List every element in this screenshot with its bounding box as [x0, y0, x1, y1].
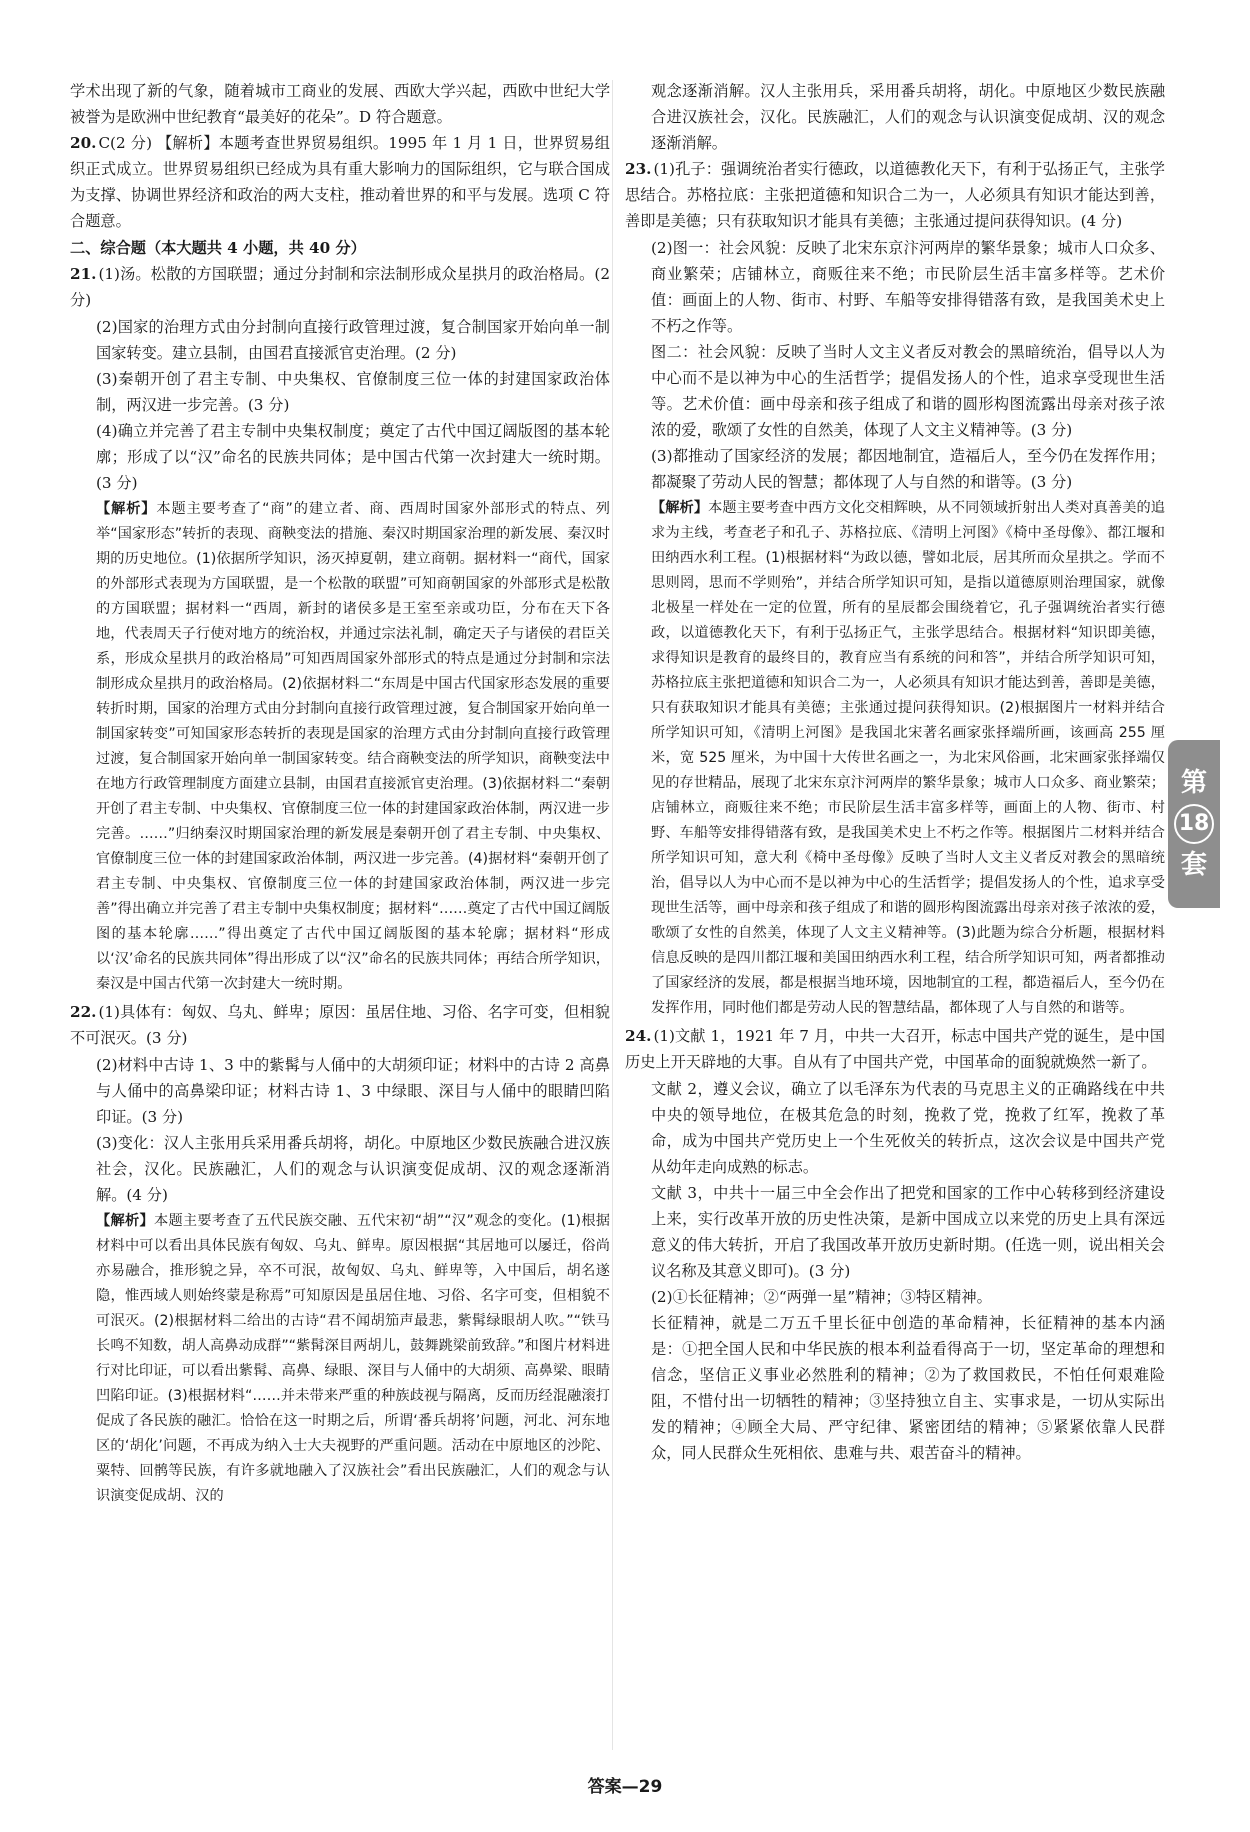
paragraph-continuation: 观念逐渐消解。汉人主张用兵，采用番兵胡将，胡化。中原地区少数民族融合进汉族社会，汉化。民族融汇，人们的观念与认识演变促成胡、汉的观念逐渐消解。: [651, 82, 1165, 152]
tab-char-top: 第: [1180, 768, 1207, 798]
question-21-part-1: (1)汤。松散的方国联盟；通过分封制和宗法制形成众星拱月的政治格局。(2 分): [70, 265, 610, 309]
set-number-tab: [1168, 740, 1220, 908]
paragraph-continuation: 学术出现了新的气象，随着城市工商业的发展、西欧大学兴起，西欧中世纪大学被誉为是欧洲中世纪教育“最美好的花朵”。D 符合题意。: [70, 82, 610, 126]
analysis-text: 本题主要考查中西方文化交相辉映，从不同领域折射出人类对真善美的追求为主线，考查老子和孔子、苏格拉底、《清明上河图》《椅中圣母像》、都江堰和田纳西水利工程。(1)根据材料“为政以德，譬如北辰，居其所而众星拱之。学而不思则罔，思而不学则殆”，并结合所学知识可知，是指以道德原则治理国家，就像北极星一样处在一定的位置，所有的星辰都会围绕着它，孔子强调统治者实行德政，以道德教化天下，有利于弘扬正气，主张学思结合。根据材料“知识即美德，求得知识是教育的最终目的，教育应当有系统的问和答”，并结合所学知识可知，苏格拉底主张把道德和知识合二为一，人必须具有知识才能达到善，善即是美德，只有获取知识才能具有美德；主张通过提问获得知识。(2)根据图片一材料并结合所学知识可知，《清明上河图》是我国北宋著名画家张择端所画，该画高 255 厘米，宽 525 厘米，为中国十大传世名画之一，为北宋风俗画，北宋画家张择端仅见的存世精品，展现了北宋东京汴河两岸的繁华景象；城市人口众多、商业繁荣；店铺林立，商贩往来不绝；市民阶层生活丰富多样等，画面上的人物、街市、村野、车船等安排得错落有致，是我国美术史上不朽之作等。根据图片二材料并结合所学知识可知，意大利《椅中圣母像》反映了当时人文主义者反对教会的黑暗统治，倡导以人为中心而不是以神为中心的生活哲学；提倡发扬人的个性，追求享受现世生活等，画中母亲和孩子组成了和谐的圆形构图流露出母亲对孩子浓浓的爱，歌颂了女性的自然美，体现了人文主义精神等。(3)此题为综合分析题，根据材料信息反映的是四川都江堰和美国田纳西水利工程，结合所学知识可知，两者都推动了国家经济的发展，都是根据当地环境，因地制宜的工程，都造福后人，至今仍在发挥作用，同时他们都是劳动人民的智慧结晶，都体现了人与自然的和谐等。: [651, 500, 1165, 1016]
question-number: 24.: [625, 1027, 652, 1045]
question-21-part-3: (3)秦朝开创了君主专制、中央集权、官僚制度三位一体的封建国家政治体制，两汉进一步完善。(3 分): [96, 370, 610, 414]
analysis-tag: 【解析】: [96, 501, 157, 517]
question-22: [70, 999, 610, 1051]
question-20: [70, 130, 610, 234]
question-24-part-2b: 长征精神，就是二万五千里长征中创造的革命精神，长征精神的基本内涵是：①把全国人民和中华民族的根本利益看得高于一切，坚定革命的理想和信念，坚信正义事业必然胜利的精神；②为了救国救民，不怕任何艰难险阻，不惜付出一切牺牲的精神；③坚持独立自主、实事求是，一切从实际出发的精神；④顾全大局、严守纪律、紧密团结的精神；⑤紧紧依靠人民群众，同人民群众生死相依、患难与共、艰苦奋斗的精神。: [651, 1314, 1165, 1462]
question-24-part-1c: 文献 3，中共十一届三中全会作出了把党和国家的工作中心转移到经济建设上来，实行改革开放的历史性决策，是新中国成立以来党的历史上具有深远意义的伟大转折，开启了我国改革开放历史新时期。(任选一则，说出相关会议名称及其意义即可)。(3 分): [651, 1184, 1165, 1280]
question-20-answer: C(2 分) 【解析】本题考查世界贸易组织。1995 年 1 月 1 日，世界贸易组织正式成立。世界贸易组织已经成为具有重大影响力的国际组织，它与联合国成为支撑、协调世界经济和政治的两大支柱，推动着世界的和平与发展。选项 C 符合题意。: [70, 134, 610, 230]
question-number: 22.: [70, 1003, 97, 1021]
question-24-part-2: (2)①长征精神；②“两弹一星”精神；③特区精神。: [651, 1288, 992, 1306]
analysis-tag: 【解析】: [96, 1213, 154, 1229]
tab-char-bottom: 套: [1180, 850, 1207, 880]
question-22-analysis: [70, 1209, 610, 1509]
page-number: 答案—29: [587, 1777, 663, 1797]
question-number: 21.: [70, 265, 97, 283]
analysis-tag: 【解析】: [651, 500, 709, 516]
analysis-text: 本题主要考查了五代民族交融、五代宋初“胡”“汉”观念的变化。(1)根据材料中可以看出具体民族有匈奴、乌丸、鲜卑。原因根据“其居地可以屡迁，俗尚亦易融合，推形貌之异，卒不可泯，故匈奴、乌丸、鲜卑等，入中国后，胡名遂隐，惟西域人则始终蒙是称焉”可知原因是虽居住地、习俗、名字可变，但相貌不可泯灭。(2)根据材料二给出的古诗“君不闻胡笳声最悲，紫髯绿眼胡人吹。”“铁马长鸣不知数，胡人高鼻动成群”“紫髯深目两胡儿，鼓舞跳梁前致辞。”和图片材料进行对比印证，可以看出紫髯、高鼻、绿眼、深目与人俑中的大胡须、高鼻梁、眼睛凹陷印证。(3)根据材料“……并未带来严重的种族歧视与隔离，反而历经混融滚打促成了各民族的融汇。恰恰在这一时期之后，所谓‘番兵胡将’问题，河北、河东地区的‘胡化’问题，不再成为纳入士大夫视野的严重问题。活动在中原地区的沙陀、粟特、回鹘等民族，有许多就地融入了汉族社会”看出民族融汇，人们的观念与认识演变促成胡、汉的: [96, 1213, 610, 1504]
question-number: 23.: [625, 160, 652, 178]
question-23: [625, 156, 1165, 234]
right-column: [625, 78, 1165, 1466]
question-22-part-1: (1)具体有：匈奴、乌丸、鲜卑；原因：虽居住地、习俗、名字可变，但相貌不可泯灭。(3 分): [70, 1003, 610, 1047]
question-23-part-1: (1)孔子：强调统治者实行德政，以道德教化天下，有利于弘扬正气，主张学思结合。苏格拉底：主张把道德和知识合二为一，人必须具有知识才能达到善，善即是美德；只有获取知识才能具有美德；主张通过提问获得知识。(4 分): [625, 160, 1165, 230]
question-23-part-3: (3)都推动了国家经济的发展；都因地制宜，造福后人，至今仍在发挥作用；都凝聚了劳动人民的智慧；都体现了人与自然的和谐等。(3 分): [651, 447, 1165, 491]
question-number: 20.: [70, 134, 97, 152]
question-21-analysis: [70, 497, 610, 997]
question-24-part-1: (1)文献 1，1921 年 7 月，中共一大召开，标志中国共产党的诞生，是中国历史上开天辟地的大事。自从有了中国共产党，中国革命的面貌就焕然一新了。: [625, 1027, 1165, 1071]
question-24-part-1b: 文献 2，遵义会议，确立了以毛泽东为代表的马克思主义的正确路线在中共中央的领导地位，在极其危急的时刻，挽救了党，挽救了红军，挽救了革命，成为中国共产党历史上一个生死攸关的转折点，这次会议是中国共产党从幼年走向成熟的标志。: [651, 1080, 1165, 1176]
question-22-part-2: (2)材料中古诗 1、3 中的紫髯与人俑中的大胡须印证；材料中的古诗 2 高鼻与人俑中的高鼻梁印证；材料古诗 1、3 中绿眼、深目与人俑中的眼睛凹陷印证。(3 分): [96, 1056, 610, 1126]
question-23-analysis: [625, 496, 1165, 1021]
column-divider: [612, 80, 613, 1750]
left-column: [70, 78, 610, 1511]
tab-number: 18: [1174, 804, 1214, 844]
analysis-text: 本题主要考查了“商”的建立者、商、西周时国家外部形式的特点、列举“国家形态”转折的表现、商鞅变法的措施、秦汉时期国家治理的新发展、秦汉时期的历史地位。(1)依据所学知识，汤灭掉夏朝，建立商朝。据材料一“商代，国家的外部形式表现为方国联盟，是一个松散的联盟”可知商朝国家的外部形式是松散的方国联盟；据材料一“西周，新封的诸侯多是王室至亲或功臣，分布在天下各地，代表周天子行使对地方的统治权，并通过宗法礼制，确定天子与诸侯的君臣关系，形成众星拱月的政治格局”可知西周国家外部形式的特点是通过分封制和宗法制形成众星拱月的政治格局。(2)依据材料二“东周是中国古代国家形态发展的重要转折时期，国家的治理方式由分封制向直接行政管理过渡，复合制国家开始向单一制国家转变”可知国家形态转折的表现是国家的治理方式由分封制向直接行政管理过渡，复合制国家开始向单一制国家转变。结合商鞅变法的所学知识，商鞅变法中在地方行政管理制度方面建立县制，由国君直接派官吏治理。(3)依据材料二“秦朝开创了君主专制、中央集权、官僚制度三位一体的封建国家政治体制，两汉进一步完善。……”归纳秦汉时期国家治理的新发展是秦朝开创了君主专制、中央集权、官僚制度三位一体的封建国家政治体制，两汉进一步完善。(4)据材料“秦朝开创了君主专制、中央集权、官僚制度三位一体的封建国家政治体制，两汉进一步完善”得出确立并完善了君主专制中央集权制度；据材料“……奠定了古代中国辽阔版图的基本轮廓……”得出奠定了古代中国辽阔版图的基本轮廓；据材料“形成以‘汉’命名的民族共同体”得出形成了以“汉”命名的民族共同体；再结合所学知识，秦汉是中国古代第一次封建大一统时期。: [96, 501, 610, 992]
section-heading: 二、综合题（本大题共 4 小题，共 40 分）: [70, 239, 366, 257]
question-23-part-2b: 图二：社会风貌：反映了当时人文主义者反对教会的黑暗统治，倡导以人为中心而不是以神为中心的生活哲学；提倡发扬人的个性，追求享受现世生活等。艺术价值：画中母亲和孩子组成了和谐的圆形构图流露出母亲对孩子浓浓的爱，歌颂了女性的自然美，体现了人文主义精神等。(3 分): [651, 343, 1165, 439]
question-21-part-2: (2)国家的治理方式由分封制向直接行政管理过渡，复合制国家开始向单一制国家转变。建立县制，由国君直接派官吏治理。(2 分): [96, 318, 610, 362]
question-24: [625, 1023, 1165, 1075]
question-22-part-3: (3)变化：汉人主张用兵采用番兵胡将，胡化。中原地区少数民族融合进汉族社会，汉化。民族融汇，人们的观念与认识演变促成胡、汉的观念逐渐消解。(4 分): [96, 1134, 610, 1204]
question-23-part-2: (2)图一：社会风貌：反映了北宋东京汴河两岸的繁华景象；城市人口众多、商业繁荣；店铺林立，商贩往来不绝；市民阶层生活丰富多样等。艺术价值：画面上的人物、街市、村野、车船等安排得错落有致，是我国美术史上不朽之作等。: [651, 239, 1165, 335]
question-21-part-4: (4)确立并完善了君主专制中央集权制度；奠定了古代中国辽阔版图的基本轮廓；形成了以“汉”命名的民族共同体；是中国古代第一次封建大一统时期。(3 分): [96, 422, 610, 492]
question-21: [70, 261, 610, 313]
